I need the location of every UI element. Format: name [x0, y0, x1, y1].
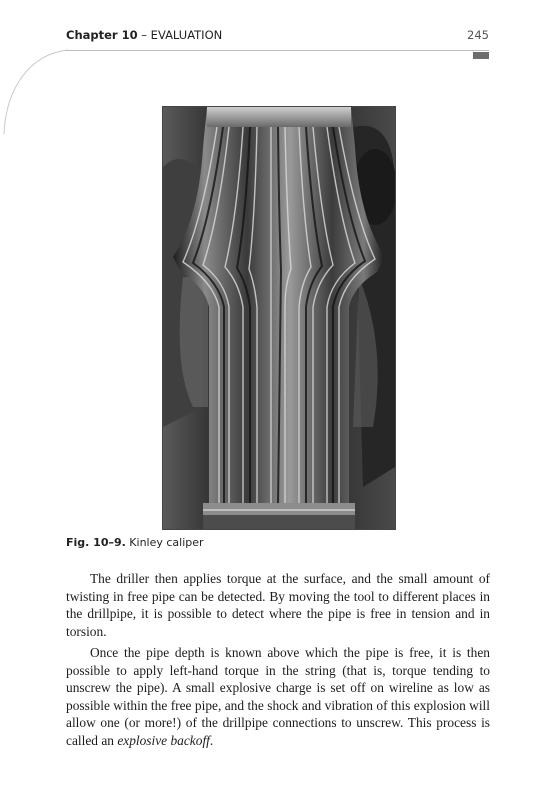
figure-caption [66, 536, 204, 549]
figure-label: Fig. 10–9. [66, 536, 126, 549]
paragraph-2-end: . [209, 732, 214, 748]
page-corner-curve [0, 48, 70, 138]
figure-photo-kinley-caliper [162, 106, 396, 530]
chapter-label: Chapter 10 [66, 28, 138, 42]
running-head [66, 28, 222, 42]
caliper-photo [163, 107, 395, 529]
header-rule [66, 50, 489, 51]
page-number: 245 [467, 28, 489, 42]
paragraph-2-text: Once the pipe depth is known above which the pipe is free, it is then possible to apply left-hand torque in the string (that is, torque tending to unscrew the pipe). A small explosive charge is set off on wireline as low as possible within the free pipe, and the shock and vibration of this explosion will allow one (or more!) of the drillpipe connections to unscrew. This process is called an [66, 645, 490, 748]
figure-caption-text: Kinley caliper [125, 536, 204, 549]
paragraph-2 [66, 644, 490, 749]
paragraph-1: The driller then applies torque at the surface, and the small amount of twisting in free pipe can be detected. By moving the tool to different places in the drillpipe, it is possible to detect where the pipe is free in tension and in torsion. [66, 571, 490, 639]
section-label: EVALUATION [150, 28, 223, 42]
paragraph-2-term: explosive backoff [117, 732, 210, 748]
header-marker [473, 52, 489, 59]
header-separator: – [137, 28, 151, 42]
